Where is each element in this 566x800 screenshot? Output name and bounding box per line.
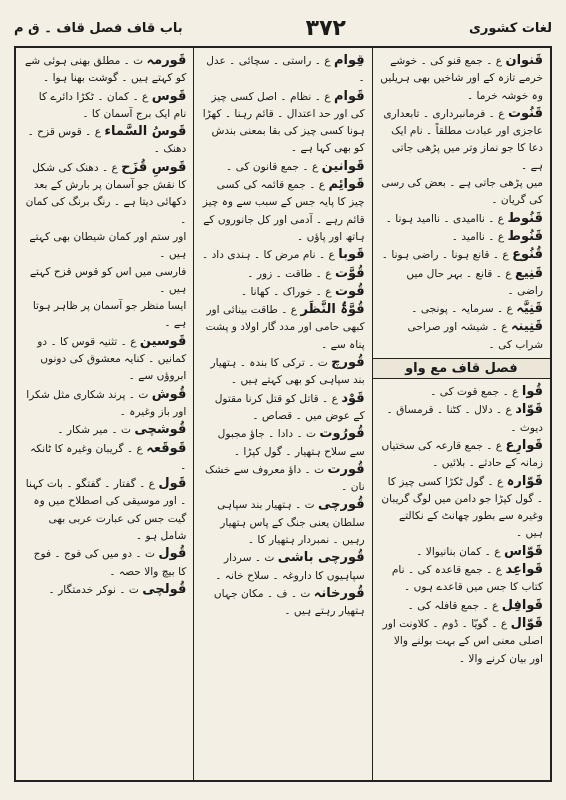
entry-definition: ع ۔ دھنک کی شکل کا نقش جو آسمان پر بارش کے بعد دکھائی دیتا ہے ۔ رنگ برنگ کی کمان ۔ bbox=[25, 161, 187, 226]
entry-headword: قِوام bbox=[334, 53, 365, 68]
entry-headword: قَنُوط bbox=[507, 210, 543, 226]
dictionary-entry bbox=[380, 561, 543, 597]
entry-definition: ع ۔ جمع قاعدہ کی ۔ نام کتاب کا جس میں قاعدے ہوں ۔ bbox=[391, 564, 543, 594]
entry-headword: قَوْد bbox=[341, 390, 365, 406]
dictionary-entry bbox=[201, 390, 364, 426]
entry-headword: قَوبا bbox=[338, 247, 365, 263]
entry-definition: ت ۔ داؤ معروف سے خشک نان ۔ bbox=[204, 463, 365, 494]
entry-definition: ع ۔ قاتل کو قتل کرنا مقتول کے عوض میں ۔ قصاص ۔ bbox=[214, 392, 365, 422]
running-title: لغات کشوری bbox=[468, 20, 552, 36]
entry-definition: ع ۔ نظام ۔ اصل کسی چیز کی اور حد اعتدال ۔ قائم رہنا ۔ کھڑا ہونا کسی چیز کی بقا بمعنی بندش کو بھی کہا ہے ۔ bbox=[202, 90, 365, 155]
entry-definition: ع ۔ دلال ۔ کٹنا ۔ قرمساق ۔ دیوث ۔ bbox=[386, 404, 543, 434]
dictionary-entry bbox=[23, 545, 186, 581]
entry-headword: قُوش bbox=[151, 386, 187, 402]
entry-definition: ع ۔ کمان بنانیوالا ۔ bbox=[416, 545, 501, 558]
dictionary-entry bbox=[380, 597, 543, 615]
entry-definition: ع ۔ کمان ۔ ٹکڑا دائرے کا نام ایک برج آسمان کا ۔ bbox=[38, 90, 187, 120]
section-heading: باب قاف فصل قاف ۔ ق م bbox=[14, 20, 183, 36]
entry-definition: ت ۔ ف ۔ مکان جہاں ہتھیار رہتے ہیں ۔ bbox=[213, 587, 365, 618]
dictionary-entry bbox=[23, 123, 186, 159]
entry-definition: ع ۔ گریبان وغیرہ کا ٹانکہ ۔ bbox=[30, 442, 187, 472]
dictionary-entry bbox=[380, 401, 543, 437]
dictionary-entry bbox=[201, 246, 364, 264]
dictionary-entry bbox=[201, 176, 364, 246]
entry-headword: قَوّاد bbox=[515, 402, 543, 418]
entry-headword: قُوت bbox=[334, 283, 365, 299]
entry-definition: ت ۔ ترکی کا بندہ ۔ ہتھیار بند سپاہی کو بھی کہتے ہیں ۔ bbox=[210, 357, 365, 387]
dictionary-entry bbox=[23, 386, 186, 422]
entry-headword: قُورچ bbox=[331, 355, 365, 371]
dictionary-entry bbox=[201, 158, 364, 176]
dictionary-entry bbox=[23, 333, 186, 386]
column-middle bbox=[194, 48, 372, 780]
entry-headword: قَنُوت bbox=[507, 105, 543, 121]
entry-definition: ع ۔ جمع قوت کی ۔ bbox=[430, 386, 519, 399]
entry-definition: ع ۔ جمع قنو کی ۔ خوشے خرمے تازہ کے اور شاخیں بھی ہریلیں وہ خوشہ خرما ۔ bbox=[380, 55, 543, 102]
entry-definition: ع ۔ تثنیہ قوس کا ۔ دو کمانیں ۔ کنایہ معشوق کی دونوں ابروؤں سے ۔ bbox=[37, 335, 187, 383]
dictionary-entry bbox=[201, 585, 364, 621]
entry-definition: ایسا منظر جو آسمان پر ظاہر ہوتا ہے ۔ bbox=[32, 300, 187, 330]
entry-headword: قَول bbox=[158, 476, 187, 492]
dictionary-entry bbox=[380, 210, 543, 228]
dictionary-entry bbox=[23, 52, 186, 88]
dictionary-entry bbox=[380, 265, 543, 301]
dictionary-entry bbox=[380, 246, 543, 264]
dictionary-entry bbox=[380, 615, 543, 668]
dictionary-entry bbox=[23, 264, 186, 299]
entry-headword: قُولچی bbox=[142, 581, 187, 597]
dictionary-entry bbox=[201, 283, 364, 301]
entry-definition: ع ۔ جمع قانون کی ۔ bbox=[226, 160, 319, 173]
entry-headword: قَنُوط bbox=[507, 228, 543, 244]
dictionary-entry bbox=[380, 437, 543, 473]
entry-definition: ع ۔ قوس قزح ۔ دھنک ۔ bbox=[27, 126, 187, 156]
entry-definition: ع ۔ گول ٹکڑا کسی چیز کا ۔ گول کپڑا جو دامن میں لوگ گریبان وغیرہ سے بطور چھانٹ کے نکالتے ہیں ۔ bbox=[381, 475, 543, 540]
dictionary-entry bbox=[23, 88, 186, 124]
dictionary-entry bbox=[380, 543, 543, 561]
dictionary-entry bbox=[23, 159, 186, 229]
entry-headword: قَوسُ السَّماء bbox=[104, 124, 187, 140]
entry-headword: قَوائِم bbox=[328, 177, 365, 193]
page-header bbox=[14, 12, 552, 44]
entry-headword: قُوشچی bbox=[134, 422, 187, 438]
dictionary-entry bbox=[23, 581, 186, 599]
entry-headword: قُورُوت bbox=[319, 426, 365, 442]
entry-headword: قَوسین bbox=[139, 333, 187, 349]
entry-definition: ت ۔ پرند شکاری مثل شکرا اور باز وغیرہ ۔ bbox=[26, 388, 187, 418]
entry-headword: قَنِیع bbox=[514, 265, 543, 281]
dictionary-entry bbox=[380, 228, 543, 246]
entry-headword: قُورخانہ bbox=[313, 585, 365, 601]
entry-definition: ع ۔ جمع قافلہ کی ۔ bbox=[407, 599, 499, 612]
entry-headword: قَوافِل bbox=[501, 597, 543, 613]
entry-headword: قَنِیَّہ bbox=[516, 301, 543, 317]
dictionary-entry bbox=[380, 473, 543, 543]
dictionary-entry bbox=[380, 105, 543, 175]
entry-definition: میں پڑھی جاتی ہے ۔ بعض کی رسی کی گریان ۔ bbox=[381, 177, 543, 207]
entry-headword: قَوّاس bbox=[503, 543, 543, 559]
dictionary-entry bbox=[201, 354, 364, 390]
dictionary-entry bbox=[23, 421, 186, 439]
dictionary-entry bbox=[380, 175, 543, 210]
dictionary-entry bbox=[201, 496, 364, 549]
entry-definition: ت ۔ مطلق بھنی ہوئی شے کو کہتے ہیں ۔ گوشت بھنا ہوا ۔ bbox=[25, 55, 187, 85]
dictionary-entry bbox=[380, 52, 543, 105]
dictionary-entry bbox=[201, 461, 364, 497]
section-title: فصل قاف مع واو bbox=[373, 358, 550, 379]
dictionary-entry bbox=[380, 300, 543, 318]
entry-definition: ع ۔ خوراک ۔ کھانا ۔ bbox=[240, 285, 332, 298]
entry-headword: قَوّارہ bbox=[506, 473, 543, 489]
entry-headword: قَوام bbox=[334, 88, 365, 104]
entry-headword: قَوسِ قُزَح bbox=[121, 159, 187, 175]
dictionary-entry bbox=[23, 229, 186, 264]
dictionary-entry bbox=[380, 318, 543, 354]
entry-headword: قُنُوع bbox=[512, 247, 543, 263]
entry-definition: ع ۔ سرمایہ ۔ پونجی ۔ bbox=[411, 303, 513, 316]
entry-headword: قُوا bbox=[521, 384, 543, 400]
entry-definition: ت ۔ دادا ۔ جاؤ مجبول سے سلاح ہتھیار ۔ گول کپڑا ۔ bbox=[217, 428, 365, 458]
entry-headword: قُورچی bbox=[318, 497, 365, 513]
dictionary-entry bbox=[201, 88, 364, 158]
column-right bbox=[373, 48, 550, 780]
columns-frame bbox=[14, 46, 552, 782]
entry-headword: قَوّال bbox=[510, 615, 543, 631]
entry-definition: ت ۔ سردار سپاہیوں کا داروغہ ۔ سلاح خانہ ۔ bbox=[215, 552, 365, 582]
entry-definition: ت ۔ میر شکار ۔ bbox=[57, 424, 131, 437]
entry-definition: ت ۔ دو میں کی فوج ۔ فوج کا بیچ والا حصہ ۔ bbox=[33, 548, 187, 578]
entry-headword: قَواعِد bbox=[505, 562, 543, 578]
entry-headword: قُوَّۃُ النَّظَر bbox=[300, 302, 365, 318]
entry-definition: ع ۔ گفتار ۔ گفتگو ۔ بات کہنا ۔ اور موسیقی کی اصطلاح میں وہ گیت جس کی عبارت عربی بھی شامل ہو ۔ bbox=[25, 478, 187, 543]
entry-definition: ع ۔ جمع قارعہ کی سختیاں زمانہ کے حادثے ۔ بلائیں ۔ bbox=[381, 439, 543, 470]
entry-definition: ع ۔ شیشہ اور صراحی شراب کی ۔ bbox=[407, 321, 543, 351]
entry-definition: اور ستم اور کمان شیطان بھی کہتے ہیں ۔ bbox=[29, 230, 187, 261]
dictionary-entry bbox=[23, 475, 186, 545]
entry-headword: قَنِینہ bbox=[510, 319, 543, 335]
entry-definition: ع ۔ فرمانبرداری ۔ تابعداری عاجزی اور عبادت مطلقاً ۔ نام ایک دعا کا جو نماز وتر میں پڑھی جاتی ہے ۔ bbox=[383, 107, 543, 172]
entry-definition: ت ۔ نوکر خدمتگار ۔ bbox=[48, 583, 139, 596]
entry-definition: ع ۔ ناامید ۔ bbox=[451, 230, 505, 243]
column-left bbox=[16, 48, 194, 780]
entry-definition: ع ۔ قانع ہونا ۔ راضی ہونا ۔ bbox=[381, 249, 509, 262]
entry-headword: قَورمہ bbox=[146, 53, 187, 68]
dictionary-entry bbox=[201, 549, 364, 585]
entry-definition: فارسی میں اس کو قوس قزح کہتے ہیں ۔ bbox=[29, 265, 187, 295]
entry-definition: ع ۔ طاقت ۔ زور ۔ bbox=[247, 267, 332, 280]
dictionary-entry bbox=[23, 440, 186, 476]
entry-headword: قُورت bbox=[327, 461, 365, 477]
entry-definition: ع ۔ گویّا ۔ ڈوم ۔ کلاونت اور اصلی معنی اس کے بہت بولنے والا اور بیان کرنے والا ۔ bbox=[382, 617, 543, 665]
entry-definition: ع ۔ راستی ۔ سچائی ۔ عدل ۔ bbox=[206, 55, 365, 85]
entry-headword: قَوقَعہ bbox=[146, 440, 187, 456]
dictionary-entry bbox=[201, 265, 364, 283]
entry-definition: ع ۔ ناامیدی ۔ ناامید ہونا ۔ bbox=[385, 212, 505, 225]
entry-headword: قَوانین bbox=[321, 158, 365, 174]
entry-headword: قُول bbox=[158, 546, 187, 562]
entry-headword: قَوارِع bbox=[505, 437, 543, 453]
entry-headword: قُوَّت bbox=[334, 265, 365, 281]
entry-headword: قَوس bbox=[151, 88, 187, 104]
dictionary-entry bbox=[23, 298, 186, 333]
page-number: ۳۷۲ bbox=[305, 15, 346, 41]
entry-definition: ع ۔ قانع ۔ بہر حال میں راضی ۔ bbox=[406, 267, 543, 297]
entry-definition: ع ۔ طاقت بینائی اور کبھی حامی اور مدد گار اولاد و پشت پناہ سے ۔ bbox=[205, 304, 365, 351]
dictionary-entry bbox=[380, 383, 543, 401]
entry-definition: ع ۔ نام مرض کا ۔ ہندی داد ۔ bbox=[202, 249, 335, 262]
entry-definition: ت ۔ ہتھیار بند سپاہی سلطان یعنی جنگ کے پاس ہتھیار رہیں ۔ نمبردار ہتھیار کا ۔ bbox=[217, 499, 365, 547]
entry-definition: ع ۔ جمع قائمہ کی کسی چیز کا پایہ جس کے سبب سے وہ چیز قائم رہے ۔ آدمی اور کل جانوروں کے ہاتھ اور پاؤں ۔ bbox=[202, 179, 365, 243]
entry-headword: قَنوان bbox=[505, 53, 543, 68]
dictionary-entry bbox=[201, 301, 364, 354]
dictionary-entry bbox=[201, 52, 364, 88]
dictionary-entry bbox=[201, 425, 364, 461]
entry-headword: قُورچی باشی bbox=[277, 550, 365, 566]
